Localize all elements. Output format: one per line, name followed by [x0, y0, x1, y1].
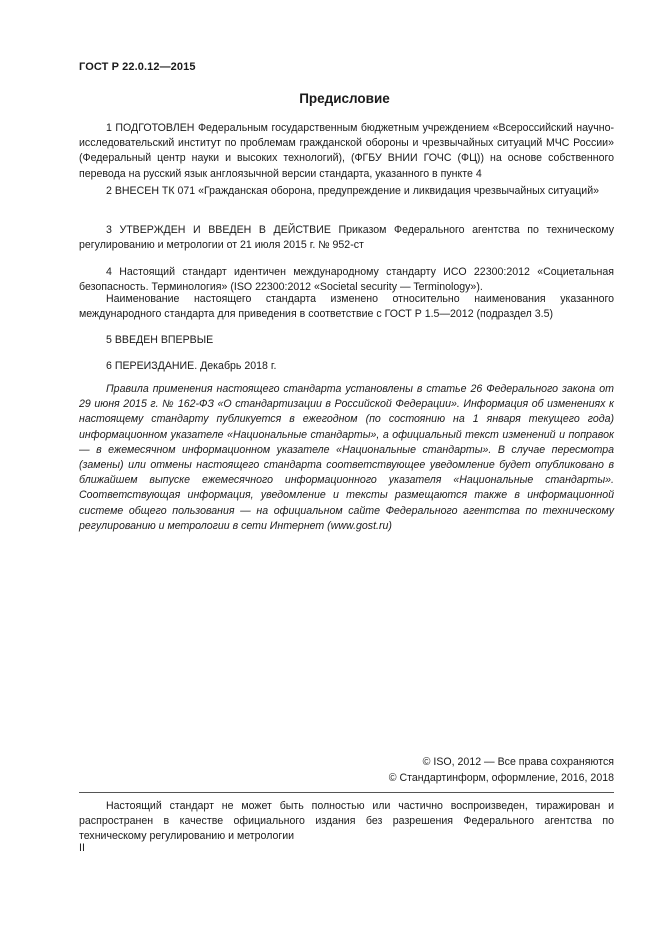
page-title-text: Предисловие: [299, 91, 390, 106]
preface-item-4-note: Наименование настоящего стандарта изменено относительно наименования указанного международного стандарта для приведения в соответствие с ГОСТ Р 1.5—2012 (подраздел 3.5): [79, 293, 614, 321]
preface-item-3: 3 УТВЕРЖДЕН И ВВЕДЕН В ДЕЙСТВИЕ Приказом Федерального агентства по техническому регулированию и метрологии от 21 июля 2015 г. № 952-ст: [79, 224, 614, 252]
preface-item-5: 5 ВВЕДЕН ВПЕРВЫЕ: [106, 334, 214, 346]
preface-item-1: 1 ПОДГОТОВЛЕН Федеральным государственным бюджетным учреждением «Всероссийский научно-исследовательский институт по проблемам гражданской обороны и чрезвычайных ситуаций МЧС России» (Федеральный центр науки и высоких технологий), (ФГБУ ВНИИ ГОЧС (ФЦ)) на основе собственного перевода на русский язык англоязычной версии стандарта, указанного в пункте 4: [79, 122, 614, 180]
reproduction-notice: Настоящий стандарт не может быть полностью или частично воспроизведен, тиражирован и распространен в качестве официального издания без разрешения Федерального агентства по техническому регулированию и метрологии: [79, 800, 614, 843]
divider: [79, 792, 614, 793]
preface-item-4: 4 Настоящий стандарт идентичен международному стандарту ИСО 22300:2012 «Социетальная безопасность. Терминология» (ISO 22300:2012 «Societal security — Terminology»).: [79, 266, 614, 294]
rules-notice: Правила применения настоящего стандарта установлены в статье 26 Федерального закона от 29 июня 2015 г. № 162-ФЗ «О стандартизации в Российской Федерации». Информация об изменениях к настоящему стандарту публикуется в ежегодном (по состоянию на 1 января текущего года) информационном указателе «Национальные стандарты», а официальный текст изменений и поправок — в ежемесячном информационном указателе «Национальные стандарты». В случае пересмотра (замены) или отмены настоящего стандарта соответствующее уведомление будет опубликовано в ближайшем выпуске ежемесячного информационного указателя «Национальные стандарты». Соответствующая информация, уведомление и тексты размещаются также в информационной системе общего пользования — на официальном сайте Федерального агентства по техническому регулированию и метрологии в сети Интернет (www.gost.ru): [79, 383, 614, 532]
preface-item-6: 6 ПЕРЕИЗДАНИЕ. Декабрь 2018 г.: [106, 360, 277, 372]
standartinform-copyright: © Стандартинформ, оформление, 2016, 2018: [388, 772, 614, 784]
preface-item-2: 2 ВНЕСЕН ТК 071 «Гражданская оборона, предупреждение и ликвидация чрезвычайных ситуаций»: [106, 185, 600, 197]
page-title: [0, 91, 661, 106]
standard-code-header: ГОСТ Р 22.0.12—2015: [79, 61, 196, 73]
iso-copyright: © ISO, 2012 — Все права сохраняются: [422, 756, 614, 768]
page-number: II: [79, 842, 85, 854]
